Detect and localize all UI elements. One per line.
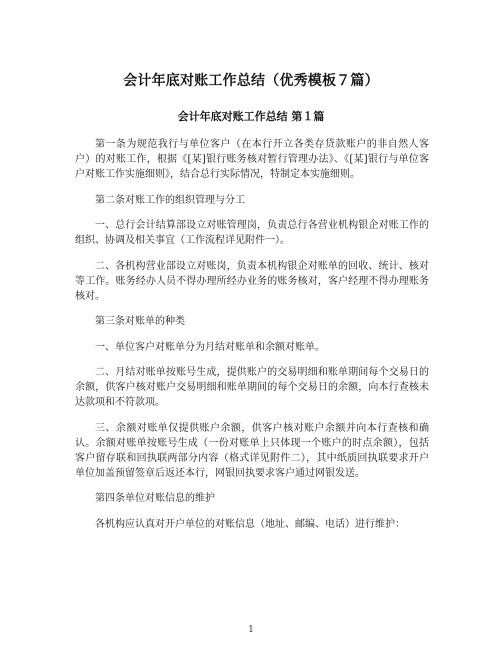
paragraph-article-4-body: 各机构应认真对开户单位的对账信息（地址、邮编、电话）进行维护： [95,518,405,530]
paragraph-article-2-item-1: 一、总行会计结算部设立对账管理岗，负责总行各营业机构银企对账工作的组织、协调及相关事宜（工作流程详见附件一）。 [75,220,429,246]
paragraph-article-1: 第一条为规范我行与单位客户（在本行开立各类存贷款账户的非自然人客户）的对账工作，根据《[某]银行账务核对暂行管理办法》、《[某]银行与单位客户对账工作实施细则》，结合总行实际情况，特制定本实施细则。 [75,139,429,180]
paragraph-article-2-item-2: 二、各机构营业部设立对账岗，负责本机构银企对账单的回收、统计、核对等工作。账务经办人员不得办理所经办业务的账务核对，客户经理不得办理账务核对。 [75,260,429,302]
paragraph-article-3-item-2: 二、月结对账单按账号生成，提供账户的交易明细和账单期间每个交易日的余额，供客户核对账户交易明细和账单期间的每个交易日的余额，向本行查核未达款项和不符款项。 [75,367,429,408]
paragraph-article-2-heading: 第二条对账工作的组织管理与分工 [95,194,245,206]
section-subtitle: 会计年底对账工作总结 第１篇 [177,110,325,123]
paragraph-article-3-item-1: 一、单位客户对账单分为月结对账单和余额对账单。 [95,341,325,353]
paragraph-article-3-item-3: 三、余额对账单仅提供账户余额，供客户核对账户余额并向本行查核和确认。余额对账单按账号生成（一份对账单上只体现一个账户的时点余额），包括客户留存联和回执联两部分内容（格式详见附件二），其中纸质回执联要求开户单位加盖预留签章后返还本行，网银回执要求客户通过网银发送。 [75,422,429,479]
paragraph-article-3-heading: 第三条对账单的种类 [95,316,185,327]
page-number: 1 [248,625,254,635]
document-title: 会计年底对账工作总结（优秀模板７篇） [123,73,379,89]
paragraph-article-4-heading: 第四条单位对账信息的维护 [95,493,215,504]
document-body [75,137,429,542]
